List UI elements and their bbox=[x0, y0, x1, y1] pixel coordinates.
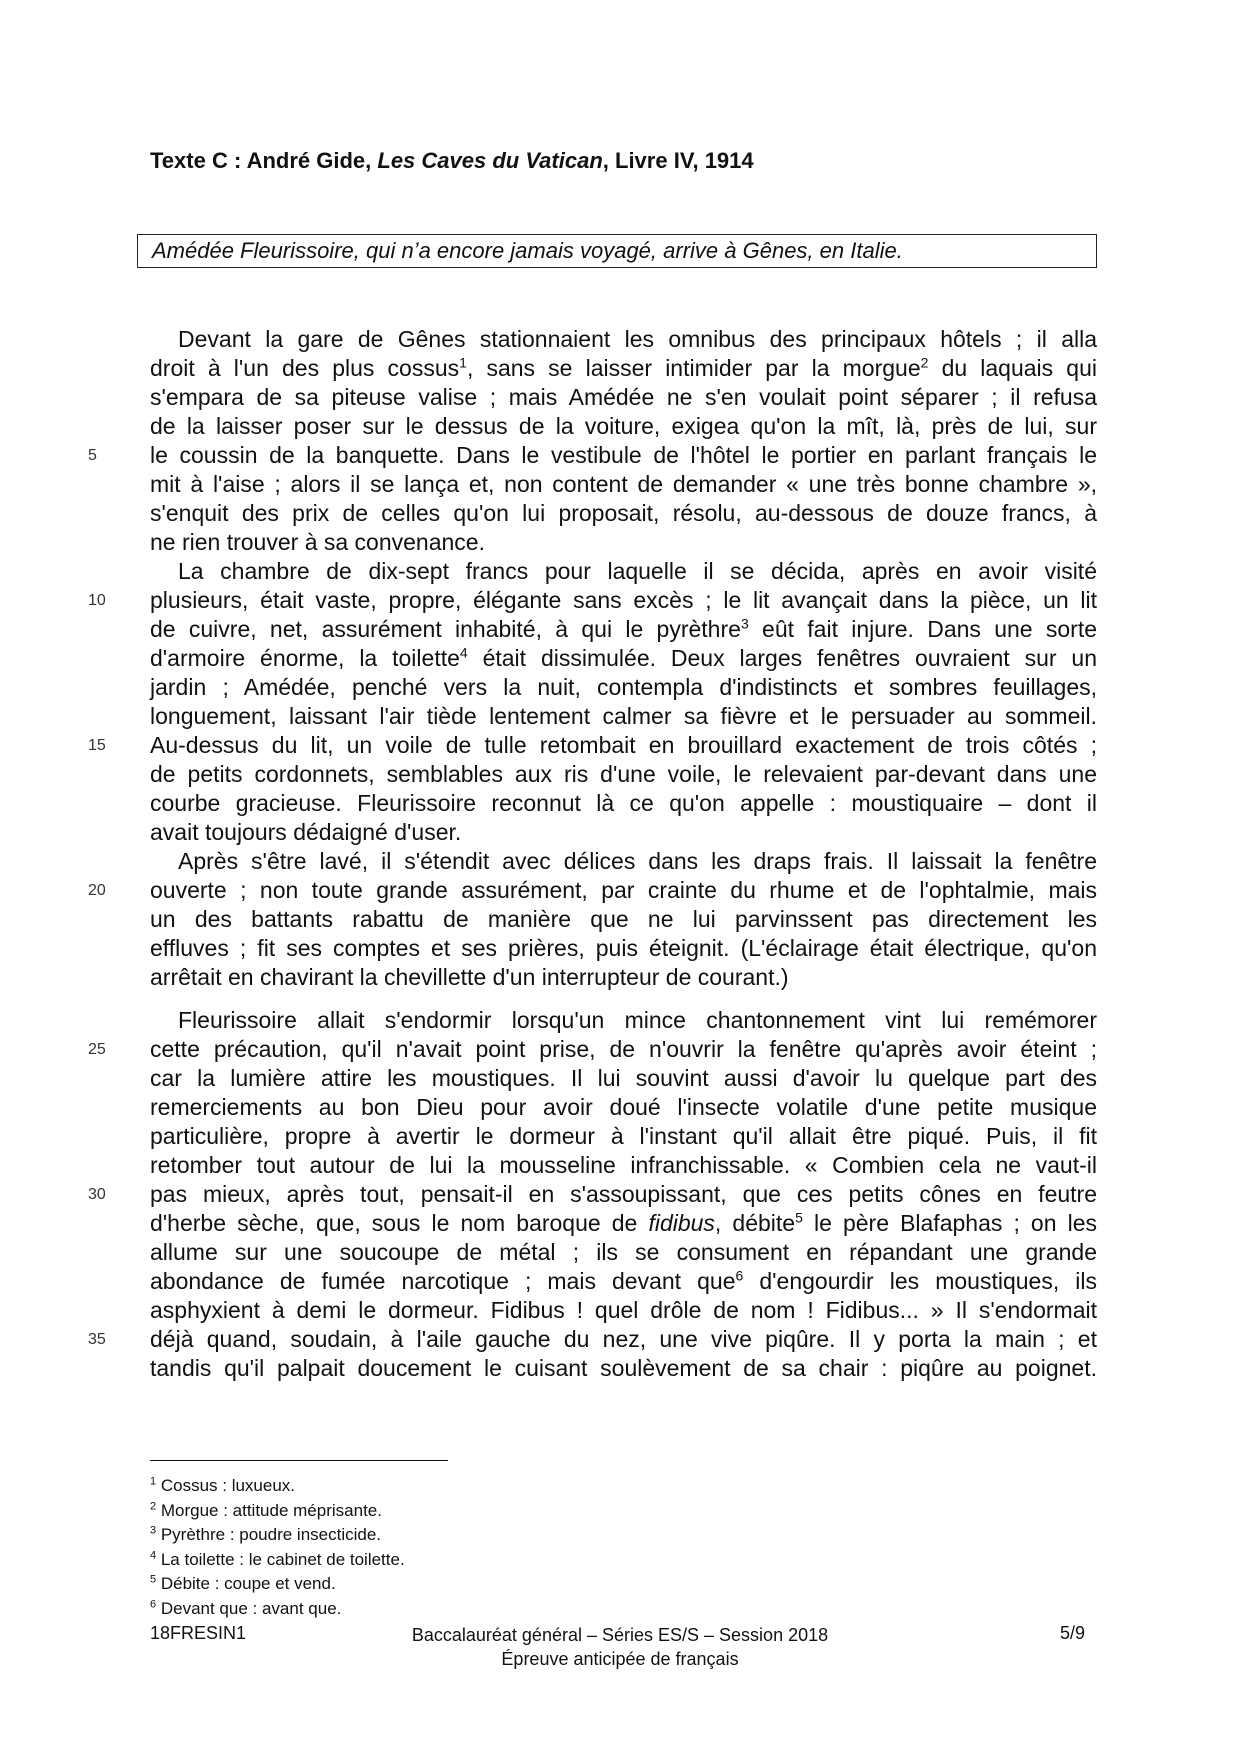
footnote-ref: 6 bbox=[735, 1267, 744, 1284]
text-line: asphyxient à demi le dormeur. Fidibus ! quel drôle de nom ! Fidibus... » Il s'endormait bbox=[150, 1297, 1097, 1323]
text-line: particulière, propre à avertir le dormeur à l'instant qu'il allait être piqué. Puis, il fit bbox=[150, 1123, 1097, 1149]
text-line: avait toujours dédaigné d'user. bbox=[150, 819, 462, 845]
text-line: Fleurissoire allait s'endormir lorsqu'un mince chantonnement vint lui remémorer bbox=[178, 1007, 1097, 1033]
text-line: 25 cette précaution, qu'il n'avait point prise, de n'ouvrir la fenêtre qu'après avoir éteint ; bbox=[88, 1036, 1097, 1062]
exam-info bbox=[370, 1623, 870, 1671]
text-line: de la laisser poser sur le dessus de la voiture, exigea qu'on la mît, là, près de lui, sur bbox=[150, 413, 1097, 439]
footnote-ref: 4 bbox=[459, 644, 468, 661]
footnote-divider bbox=[150, 1460, 448, 1461]
line-number: 35 bbox=[88, 1331, 106, 1348]
text-line: 5 le coussin de la banquette. Dans le vestibule de l'hôtel le portier en parlant français le bbox=[88, 442, 1097, 468]
text-line: car la lumière attire les moustiques. Il lui souvint aussi d'avoir lu quelque part des bbox=[150, 1065, 1097, 1091]
text-line: abondance de fumée narcotique ; mais devant que$^6$ d'engourdir les moustiques, ils bbox=[150, 1267, 1097, 1294]
footnote-ref: 2 bbox=[920, 354, 929, 371]
footnote: $^4$ La toilette : le cabinet de toilette. bbox=[150, 1548, 405, 1569]
line-number: 25 bbox=[88, 1041, 106, 1058]
intro-box: Amédée Fleurissoire, qui n’a encore jamais voyagé, arrive à Gênes, en Italie. bbox=[137, 234, 1097, 268]
text-line: jardin ; Amédée, penché vers la nuit, contempla d'indistincts et sombres feuillages, bbox=[150, 674, 1097, 700]
text-line: s'empara de sa piteuse valise ; mais Amédée ne s'en voulait point séparer ; il refusa bbox=[150, 384, 1097, 410]
footnote: $^2$ Morgue : attitude méprisante. bbox=[150, 1499, 382, 1520]
title-author: Texte C : André Gide, bbox=[150, 148, 378, 173]
text-line: 30 pas mieux, après tout, pensait-il en s'assoupissant, que ces petits cônes en feutre bbox=[88, 1181, 1097, 1207]
text-line: s'enquit des prix de celles qu'on lui proposait, résolu, au-dessous de douze francs, à bbox=[150, 500, 1097, 526]
footnote: $^6$ Devant que : avant que. bbox=[150, 1597, 342, 1618]
text-line: mit à l'aise ; alors il se lança et, non content de demander « une très bonne chambre », bbox=[150, 471, 1097, 497]
text-line: remerciements au bon Dieu pour avoir doué l'insecte volatile d'une petite musique bbox=[150, 1094, 1097, 1120]
exam-subject: Épreuve anticipée de français bbox=[501, 1649, 739, 1669]
text-line: Après s'être lavé, il s'étendit avec délices dans les draps frais. Il laissait la fenêtre bbox=[178, 848, 1097, 874]
text-line: 15 Au-dessus du lit, un voile de tulle retombait en brouillard exactement de trois côtés ; bbox=[88, 732, 1097, 758]
text-line: de petits cordonnets, semblables aux ris d'une voile, le relevaient par-devant dans une bbox=[150, 761, 1097, 787]
text-line: de cuivre, net, assurément inhabité, à qui le pyrèthre$^3$ eût fait injure. Dans une sorte bbox=[150, 615, 1097, 642]
line-number: 30 bbox=[88, 1186, 106, 1203]
line-number: 5 bbox=[88, 447, 97, 464]
exam-session: Baccalauréat général – Séries ES/S – Session 2018 bbox=[411, 1625, 829, 1645]
footnotes bbox=[150, 1474, 405, 1621]
footnote-ref: 5 bbox=[795, 1209, 803, 1226]
text-line: 20 ouverte ; non toute grande assurément, par crainte du rhume et de l'ophtalmie, mais bbox=[88, 877, 1097, 903]
text-line: droit à l'un des plus cossus$^1$, sans se laisser intimider par la morgue$^2$ du laquais qui bbox=[150, 354, 1097, 381]
passage-text bbox=[88, 325, 1097, 1383]
text-title bbox=[150, 148, 754, 174]
text-line: d'armoire énorme, la toilette$^4$ était dissimulée. Deux larges fenêtres ouvraient sur un bbox=[150, 644, 1097, 671]
line-number: 15 bbox=[88, 737, 106, 754]
text-line: d'herbe sèche, que, sous le nom baroque de fidibus, débite$^5$ le père Blafaphas ; on les bbox=[150, 1209, 1097, 1236]
text-line: retomber tout autour de lui la mousseline infranchissable. « Combien cela ne vaut-il bbox=[150, 1152, 1097, 1178]
text-line: 10 plusieurs, était vaste, propre, élégante sans excès ; le lit avançait dans la pièce, un lit bbox=[88, 587, 1097, 613]
text-line: 35 déjà quand, soudain, à l'aile gauche du nez, une vive piqûre. Il y porta la main ; et bbox=[88, 1326, 1097, 1352]
title-details: , Livre IV, 1914 bbox=[602, 148, 754, 173]
exam-code: 18FRESIN1 bbox=[150, 1623, 247, 1643]
footnote-ref: 1 bbox=[459, 354, 467, 371]
title-work: Les Caves du Vatican bbox=[377, 148, 603, 173]
text-line: La chambre de dix-sept francs pour laquelle il se décida, après en avoir visité bbox=[178, 558, 1097, 584]
page-number: 5/9 bbox=[1060, 1623, 1086, 1643]
line-number: 20 bbox=[88, 882, 106, 899]
text-line: ne rien trouver à sa convenance. bbox=[150, 529, 485, 555]
footnote: $^5$ Débite : coupe et vend. bbox=[150, 1573, 336, 1593]
text-line: courbe gracieuse. Fleurissoire reconnut là ce qu'on appelle : moustiquaire – dont il bbox=[150, 790, 1097, 816]
text-line: Devant la gare de Gênes stationnaient les omnibus des principaux hôtels ; il alla bbox=[178, 326, 1097, 352]
text-line: longuement, laissant l'air tiède lentement calmer sa fièvre et le persuader au sommeil. bbox=[150, 703, 1097, 729]
text-line: effluves ; fit ses comptes et ses prières, puis éteignit. (L'éclairage était électrique, qu'on bbox=[150, 935, 1097, 961]
text-line: allume sur une soucoupe de métal ; ils se consument en répandant une grande bbox=[150, 1239, 1097, 1265]
footnote: $^1$ Cossus : luxueux. bbox=[150, 1475, 296, 1495]
line-number: 10 bbox=[88, 592, 106, 609]
footnote-ref: 3 bbox=[740, 615, 749, 632]
footnote: $^3$ Pyrèthre : poudre insecticide. bbox=[150, 1524, 382, 1544]
text-line: arrêtait en chavirant la chevillette d'un interrupteur de courant.) bbox=[150, 964, 789, 990]
text-line: tandis qu'il palpait doucement le cuisant soulèvement de sa chair : piqûre au poignet. bbox=[150, 1355, 1097, 1381]
text-line: un des battants rabattu de manière que ne lui parvinssent pas directement les bbox=[150, 906, 1097, 932]
